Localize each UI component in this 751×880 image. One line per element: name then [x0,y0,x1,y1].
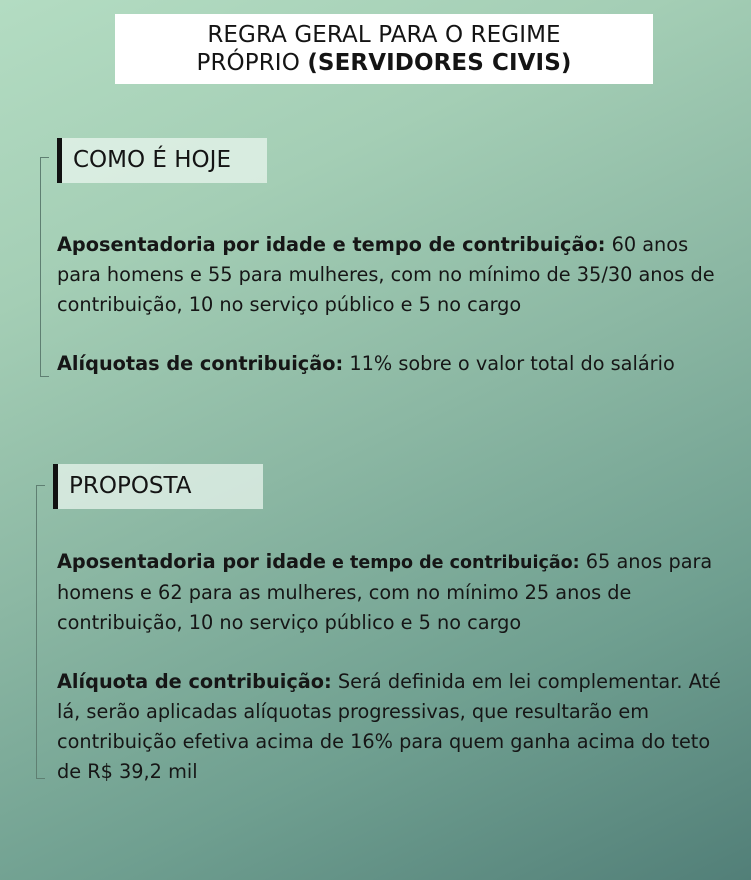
section-label-proposal: PROPOSTA [53,464,263,509]
title-line-2-bold: (SERVIDORES CIVIS) [307,50,572,76]
paragraph-current-rates [57,349,727,379]
title-line-2-prefix: PRÓPRIO [196,50,308,76]
paragraph-proposal-rates-heading: Alíquota de contribuição: [57,670,332,693]
paragraph-proposal-retirement-heading-small: e tempo de contribuição: [325,553,580,573]
paragraph-current-rates-text: 11% sobre o valor total do salário [343,352,675,375]
paragraph-proposal-retirement-text: 65 anos para homens e 62 para as mulheres, com no mínimo 25 anos de contribuição, 10 no serviço público e 5 no cargo [57,550,713,634]
paragraph-current-rates-heading: Alíquotas de contribuição: [57,352,344,375]
title-line-1: REGRA GERAL PARA O REGIME [207,22,561,48]
paragraph-current-retirement-heading: Aposentadoria por idade e tempo de contribuição: [57,233,606,256]
paragraph-current-retirement-text: 60 anos para homens e 55 para mulheres, com no mínimo de 35/30 anos de contribuição, 10 no serviço público e 5 no cargo [57,233,715,316]
paragraph-proposal-rates-text: Será definida em lei complementar. Até lá, serão aplicadas alíquotas progressivas, que resultarão em contribuição efetiva acima de 16% para quem ganha acima do teto de R$ 39,2 mil [57,670,721,783]
paragraph-proposal-retirement-heading: Aposentadoria por idade [57,550,326,573]
section-bracket-current [40,157,49,377]
title-line-2 [115,49,653,77]
section-bracket-proposal [36,485,45,779]
paragraph-current-retirement [57,230,727,320]
paragraph-proposal-rates [57,667,727,787]
section-label-current: COMO É HOJE [57,138,267,183]
paragraph-proposal-retirement [57,547,727,638]
title-box [115,14,653,84]
